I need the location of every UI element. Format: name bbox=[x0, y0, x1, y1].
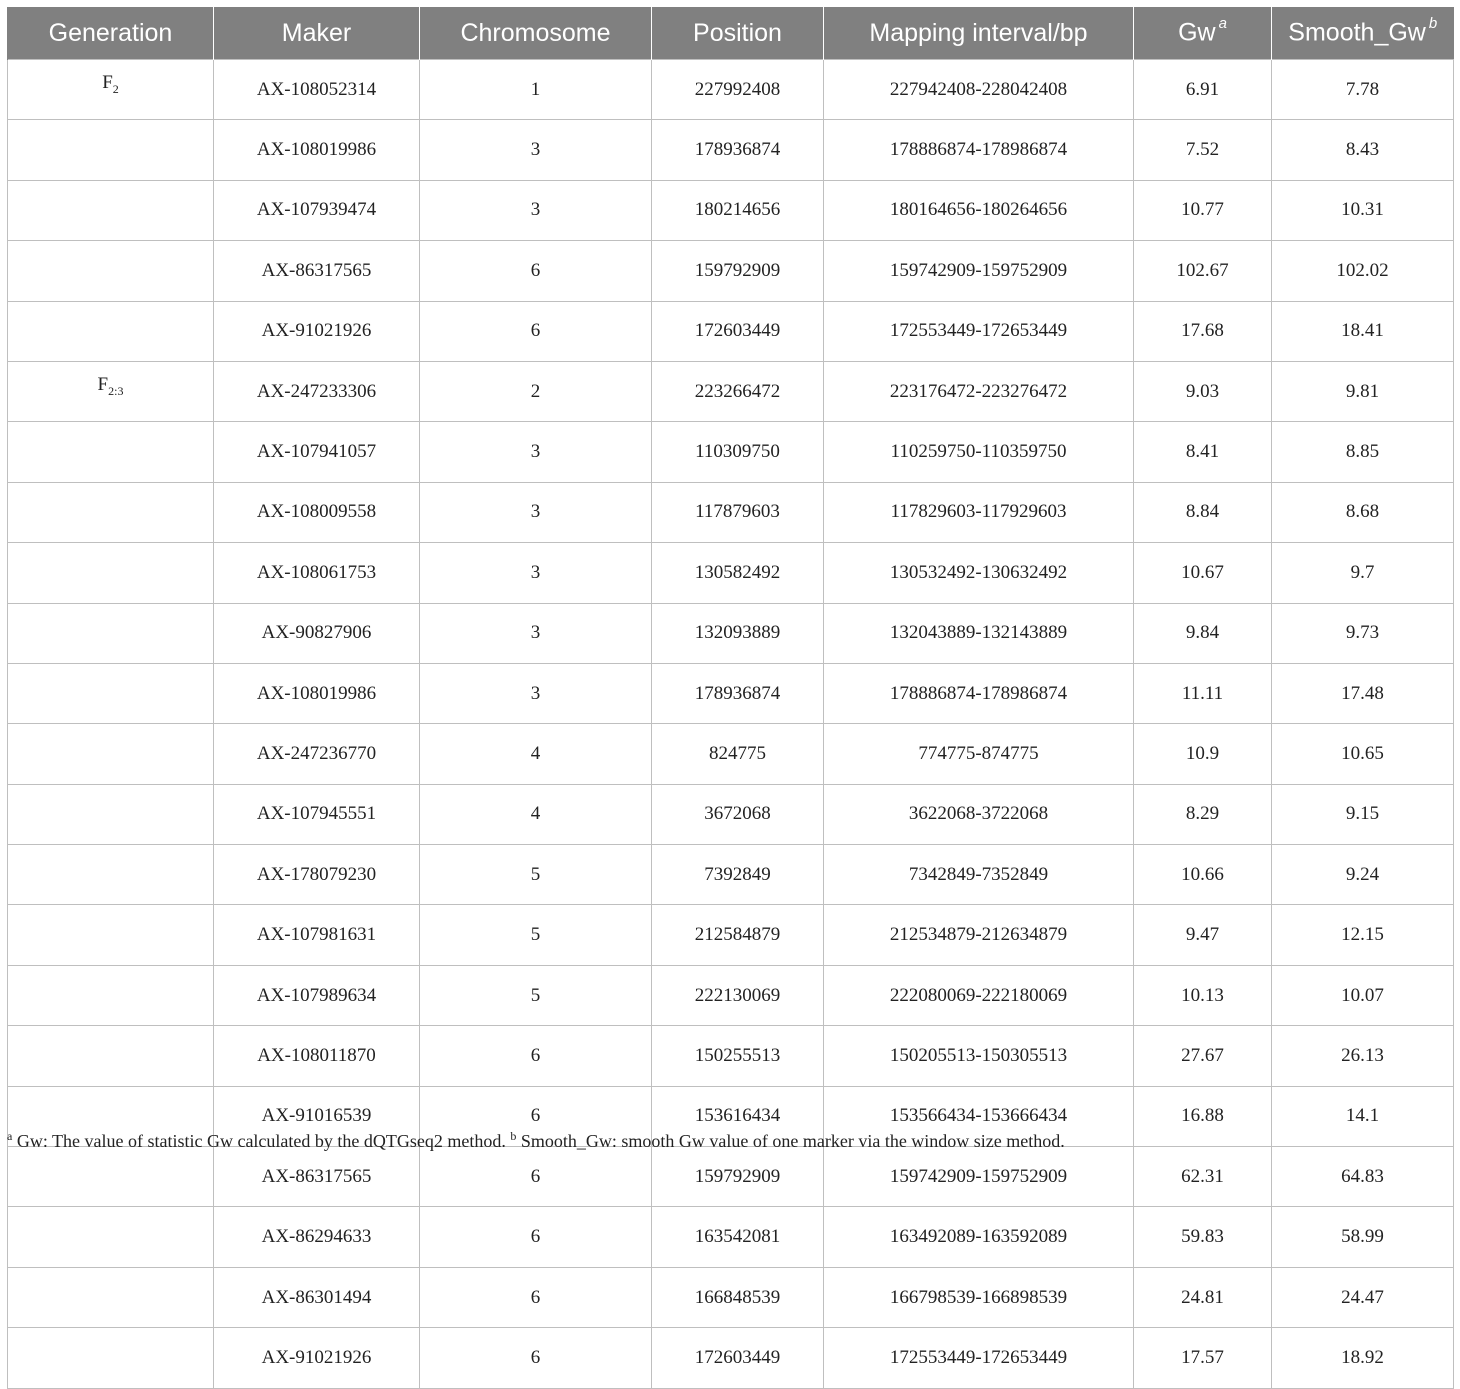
cell-chromosome: 6 bbox=[420, 1207, 652, 1267]
cell-smooth-gw: 9.7 bbox=[1272, 543, 1454, 603]
cell-gw: 9.47 bbox=[1134, 905, 1272, 965]
cell-chromosome: 5 bbox=[420, 845, 652, 905]
cell-interval: 178886874-178986874 bbox=[824, 663, 1134, 723]
header-smooth-gw-footnote-mark: b bbox=[1428, 15, 1438, 33]
cell-gw: 17.57 bbox=[1134, 1328, 1272, 1388]
cell-position: 178936874 bbox=[652, 663, 824, 723]
cell-chromosome: 3 bbox=[420, 120, 652, 180]
table-row bbox=[8, 60, 1454, 120]
cell-generation bbox=[8, 543, 214, 603]
cell-gw: 10.13 bbox=[1134, 965, 1272, 1025]
header-smooth-gw bbox=[1272, 7, 1454, 60]
table-row bbox=[8, 845, 1454, 905]
cell-chromosome: 4 bbox=[420, 724, 652, 784]
cell-interval: 110259750-110359750 bbox=[824, 422, 1134, 482]
header-generation: Generation bbox=[8, 7, 214, 60]
cell-generation bbox=[8, 120, 214, 180]
cell-smooth-gw: 10.31 bbox=[1272, 180, 1454, 240]
header-interval: Mapping interval/bp bbox=[824, 7, 1134, 60]
table-row bbox=[8, 241, 1454, 301]
cell-smooth-gw: 8.85 bbox=[1272, 422, 1454, 482]
cell-chromosome: 2 bbox=[420, 361, 652, 421]
table-row bbox=[8, 965, 1454, 1025]
table-row bbox=[8, 120, 1454, 180]
cell-maker: AX-107941057 bbox=[214, 422, 420, 482]
cell-interval: 3622068-3722068 bbox=[824, 784, 1134, 844]
cell-smooth-gw: 26.13 bbox=[1272, 1026, 1454, 1086]
cell-position: 223266472 bbox=[652, 361, 824, 421]
cell-interval: 223176472-223276472 bbox=[824, 361, 1134, 421]
results-table bbox=[7, 7, 1454, 1389]
header-maker: Maker bbox=[214, 7, 420, 60]
table-row bbox=[8, 1147, 1454, 1207]
cell-interval: 132043889-132143889 bbox=[824, 603, 1134, 663]
cell-maker: AX-108019986 bbox=[214, 663, 420, 723]
cell-smooth-gw: 9.24 bbox=[1272, 845, 1454, 905]
header-row bbox=[8, 7, 1454, 60]
generation-subscript: 2 bbox=[112, 81, 119, 96]
cell-chromosome: 5 bbox=[420, 965, 652, 1025]
table-row bbox=[8, 724, 1454, 784]
cell-interval: 150205513-150305513 bbox=[824, 1026, 1134, 1086]
cell-smooth-gw: 8.68 bbox=[1272, 482, 1454, 542]
cell-interval: 159742909-159752909 bbox=[824, 1147, 1134, 1207]
header-gw-footnote-mark: a bbox=[1218, 15, 1227, 33]
cell-interval: 172553449-172653449 bbox=[824, 1328, 1134, 1388]
cell-gw: 102.67 bbox=[1134, 241, 1272, 301]
cell-generation bbox=[8, 603, 214, 663]
cell-position: 178936874 bbox=[652, 120, 824, 180]
cell-smooth-gw: 14.1 bbox=[1272, 1086, 1454, 1146]
table-row bbox=[8, 180, 1454, 240]
cell-position: 212584879 bbox=[652, 905, 824, 965]
cell-generation bbox=[8, 422, 214, 482]
footnote-b-text: Smooth_Gw: smooth Gw value of one marker via the window size method. bbox=[516, 1131, 1065, 1151]
cell-position: 824775 bbox=[652, 724, 824, 784]
cell-maker: AX-90827906 bbox=[214, 603, 420, 663]
cell-position: 172603449 bbox=[652, 1328, 824, 1388]
generation-base: F bbox=[102, 72, 113, 93]
cell-maker: AX-107939474 bbox=[214, 180, 420, 240]
cell-generation bbox=[8, 241, 214, 301]
cell-interval: 227942408-228042408 bbox=[824, 60, 1134, 120]
table-row bbox=[8, 422, 1454, 482]
cell-maker: AX-91016539 bbox=[214, 1086, 420, 1146]
header-gw-label: Gw bbox=[1178, 18, 1216, 47]
cell-chromosome: 3 bbox=[420, 663, 652, 723]
cell-maker: AX-86317565 bbox=[214, 1147, 420, 1207]
cell-generation bbox=[8, 361, 214, 421]
table-row bbox=[8, 663, 1454, 723]
cell-gw: 9.03 bbox=[1134, 361, 1272, 421]
cell-gw: 7.52 bbox=[1134, 120, 1272, 180]
cell-gw: 27.67 bbox=[1134, 1026, 1272, 1086]
cell-position: 7392849 bbox=[652, 845, 824, 905]
cell-gw: 17.68 bbox=[1134, 301, 1272, 361]
cell-interval: 7342849-7352849 bbox=[824, 845, 1134, 905]
cell-position: 172603449 bbox=[652, 301, 824, 361]
cell-gw: 10.9 bbox=[1134, 724, 1272, 784]
cell-gw: 8.41 bbox=[1134, 422, 1272, 482]
cell-position: 130582492 bbox=[652, 543, 824, 603]
cell-smooth-gw: 58.99 bbox=[1272, 1207, 1454, 1267]
cell-position: 222130069 bbox=[652, 965, 824, 1025]
cell-gw: 11.11 bbox=[1134, 663, 1272, 723]
cell-generation bbox=[8, 905, 214, 965]
cell-gw: 6.91 bbox=[1134, 60, 1272, 120]
cell-generation bbox=[8, 1328, 214, 1388]
cell-maker: AX-91021926 bbox=[214, 1328, 420, 1388]
cell-generation bbox=[8, 1267, 214, 1327]
cell-smooth-gw: 12.15 bbox=[1272, 905, 1454, 965]
cell-chromosome: 6 bbox=[420, 1147, 652, 1207]
cell-interval: 166798539-166898539 bbox=[824, 1267, 1134, 1327]
cell-maker: AX-91021926 bbox=[214, 301, 420, 361]
table-row bbox=[8, 1207, 1454, 1267]
footnote-b-mark: b bbox=[510, 1129, 517, 1143]
cell-interval: 212534879-212634879 bbox=[824, 905, 1134, 965]
cell-maker: AX-107945551 bbox=[214, 784, 420, 844]
cell-maker: AX-178079230 bbox=[214, 845, 420, 905]
cell-generation bbox=[8, 1207, 214, 1267]
cell-gw: 16.88 bbox=[1134, 1086, 1272, 1146]
cell-gw: 10.66 bbox=[1134, 845, 1272, 905]
cell-maker: AX-108061753 bbox=[214, 543, 420, 603]
cell-interval: 163492089-163592089 bbox=[824, 1207, 1134, 1267]
table-row bbox=[8, 1328, 1454, 1388]
table-row bbox=[8, 784, 1454, 844]
cell-position: 159792909 bbox=[652, 1147, 824, 1207]
cell-smooth-gw: 9.73 bbox=[1272, 603, 1454, 663]
cell-generation bbox=[8, 724, 214, 784]
header-gw bbox=[1134, 7, 1272, 60]
header-position: Position bbox=[652, 7, 824, 60]
cell-generation bbox=[8, 1147, 214, 1207]
cell-interval: 180164656-180264656 bbox=[824, 180, 1134, 240]
cell-interval: 117829603-117929603 bbox=[824, 482, 1134, 542]
cell-generation bbox=[8, 965, 214, 1025]
cell-smooth-gw: 8.43 bbox=[1272, 120, 1454, 180]
cell-generation bbox=[8, 301, 214, 361]
cell-interval: 130532492-130632492 bbox=[824, 543, 1134, 603]
table-row bbox=[8, 1026, 1454, 1086]
cell-gw: 10.67 bbox=[1134, 543, 1272, 603]
cell-generation bbox=[8, 60, 214, 120]
cell-position: 180214656 bbox=[652, 180, 824, 240]
cell-smooth-gw: 9.81 bbox=[1272, 361, 1454, 421]
cell-smooth-gw: 10.07 bbox=[1272, 965, 1454, 1025]
cell-position: 150255513 bbox=[652, 1026, 824, 1086]
cell-position: 163542081 bbox=[652, 1207, 824, 1267]
cell-chromosome: 3 bbox=[420, 422, 652, 482]
cell-gw: 8.29 bbox=[1134, 784, 1272, 844]
cell-chromosome: 3 bbox=[420, 603, 652, 663]
cell-interval: 178886874-178986874 bbox=[824, 120, 1134, 180]
cell-chromosome: 6 bbox=[420, 1026, 652, 1086]
cell-generation bbox=[8, 784, 214, 844]
table-body bbox=[8, 60, 1454, 1389]
cell-position: 159792909 bbox=[652, 241, 824, 301]
cell-position: 227992408 bbox=[652, 60, 824, 120]
cell-interval: 222080069-222180069 bbox=[824, 965, 1134, 1025]
cell-interval: 153566434-153666434 bbox=[824, 1086, 1134, 1146]
table-row bbox=[8, 482, 1454, 542]
cell-chromosome: 6 bbox=[420, 1267, 652, 1327]
cell-maker: AX-247233306 bbox=[214, 361, 420, 421]
table-row bbox=[8, 301, 1454, 361]
cell-gw: 59.83 bbox=[1134, 1207, 1272, 1267]
cell-maker: AX-86317565 bbox=[214, 241, 420, 301]
cell-position: 3672068 bbox=[652, 784, 824, 844]
cell-position: 153616434 bbox=[652, 1086, 824, 1146]
cell-chromosome: 4 bbox=[420, 784, 652, 844]
cell-smooth-gw: 18.92 bbox=[1272, 1328, 1454, 1388]
cell-smooth-gw: 64.83 bbox=[1272, 1147, 1454, 1207]
generation-base: F bbox=[97, 373, 109, 395]
cell-position: 117879603 bbox=[652, 482, 824, 542]
cell-chromosome: 3 bbox=[420, 482, 652, 542]
cell-smooth-gw: 24.47 bbox=[1272, 1267, 1454, 1327]
generation-subscript: 2:3 bbox=[108, 383, 124, 398]
header-chromosome: Chromosome bbox=[420, 7, 652, 60]
cell-maker: AX-108052314 bbox=[214, 60, 420, 120]
cell-chromosome: 6 bbox=[420, 1086, 652, 1146]
cell-smooth-gw: 102.02 bbox=[1272, 241, 1454, 301]
cell-gw: 8.84 bbox=[1134, 482, 1272, 542]
cell-gw: 24.81 bbox=[1134, 1267, 1272, 1327]
cell-chromosome: 5 bbox=[420, 905, 652, 965]
cell-interval: 172553449-172653449 bbox=[824, 301, 1134, 361]
header-smooth-gw-label: Smooth_Gw bbox=[1288, 18, 1426, 47]
cell-generation bbox=[8, 180, 214, 240]
cell-chromosome: 1 bbox=[420, 60, 652, 120]
cell-chromosome: 6 bbox=[420, 301, 652, 361]
table-row bbox=[8, 361, 1454, 421]
cell-maker: AX-86301494 bbox=[214, 1267, 420, 1327]
cell-chromosome: 3 bbox=[420, 543, 652, 603]
cell-maker: AX-107989634 bbox=[214, 965, 420, 1025]
cell-smooth-gw: 18.41 bbox=[1272, 301, 1454, 361]
cell-gw: 10.77 bbox=[1134, 180, 1272, 240]
cell-position: 110309750 bbox=[652, 422, 824, 482]
cell-gw: 9.84 bbox=[1134, 603, 1272, 663]
cell-generation bbox=[8, 663, 214, 723]
footnote-a-text: Gw: The value of statistic Gw calculated by the dQTGseq2 method. bbox=[12, 1131, 511, 1151]
cell-maker: AX-108011870 bbox=[214, 1026, 420, 1086]
footnote-a-mark: a bbox=[7, 1129, 13, 1143]
cell-generation bbox=[8, 845, 214, 905]
cell-chromosome: 3 bbox=[420, 180, 652, 240]
table-row bbox=[8, 603, 1454, 663]
cell-smooth-gw: 9.15 bbox=[1272, 784, 1454, 844]
cell-maker: AX-108019986 bbox=[214, 120, 420, 180]
cell-position: 166848539 bbox=[652, 1267, 824, 1327]
cell-maker: AX-107981631 bbox=[214, 905, 420, 965]
cell-smooth-gw: 10.65 bbox=[1272, 724, 1454, 784]
cell-interval: 774775-874775 bbox=[824, 724, 1134, 784]
table-footnote bbox=[7, 1129, 1453, 1152]
cell-maker: AX-86294633 bbox=[214, 1207, 420, 1267]
cell-smooth-gw: 17.48 bbox=[1272, 663, 1454, 723]
cell-chromosome: 6 bbox=[420, 241, 652, 301]
cell-smooth-gw: 7.78 bbox=[1272, 60, 1454, 120]
table-row bbox=[8, 905, 1454, 965]
cell-position: 132093889 bbox=[652, 603, 824, 663]
table-row bbox=[8, 1267, 1454, 1327]
cell-generation bbox=[8, 1026, 214, 1086]
cell-maker: AX-247236770 bbox=[214, 724, 420, 784]
cell-generation bbox=[8, 482, 214, 542]
table-row bbox=[8, 543, 1454, 603]
cell-maker: AX-108009558 bbox=[214, 482, 420, 542]
cell-chromosome: 6 bbox=[420, 1328, 652, 1388]
cell-gw: 62.31 bbox=[1134, 1147, 1272, 1207]
cell-interval: 159742909-159752909 bbox=[824, 241, 1134, 301]
